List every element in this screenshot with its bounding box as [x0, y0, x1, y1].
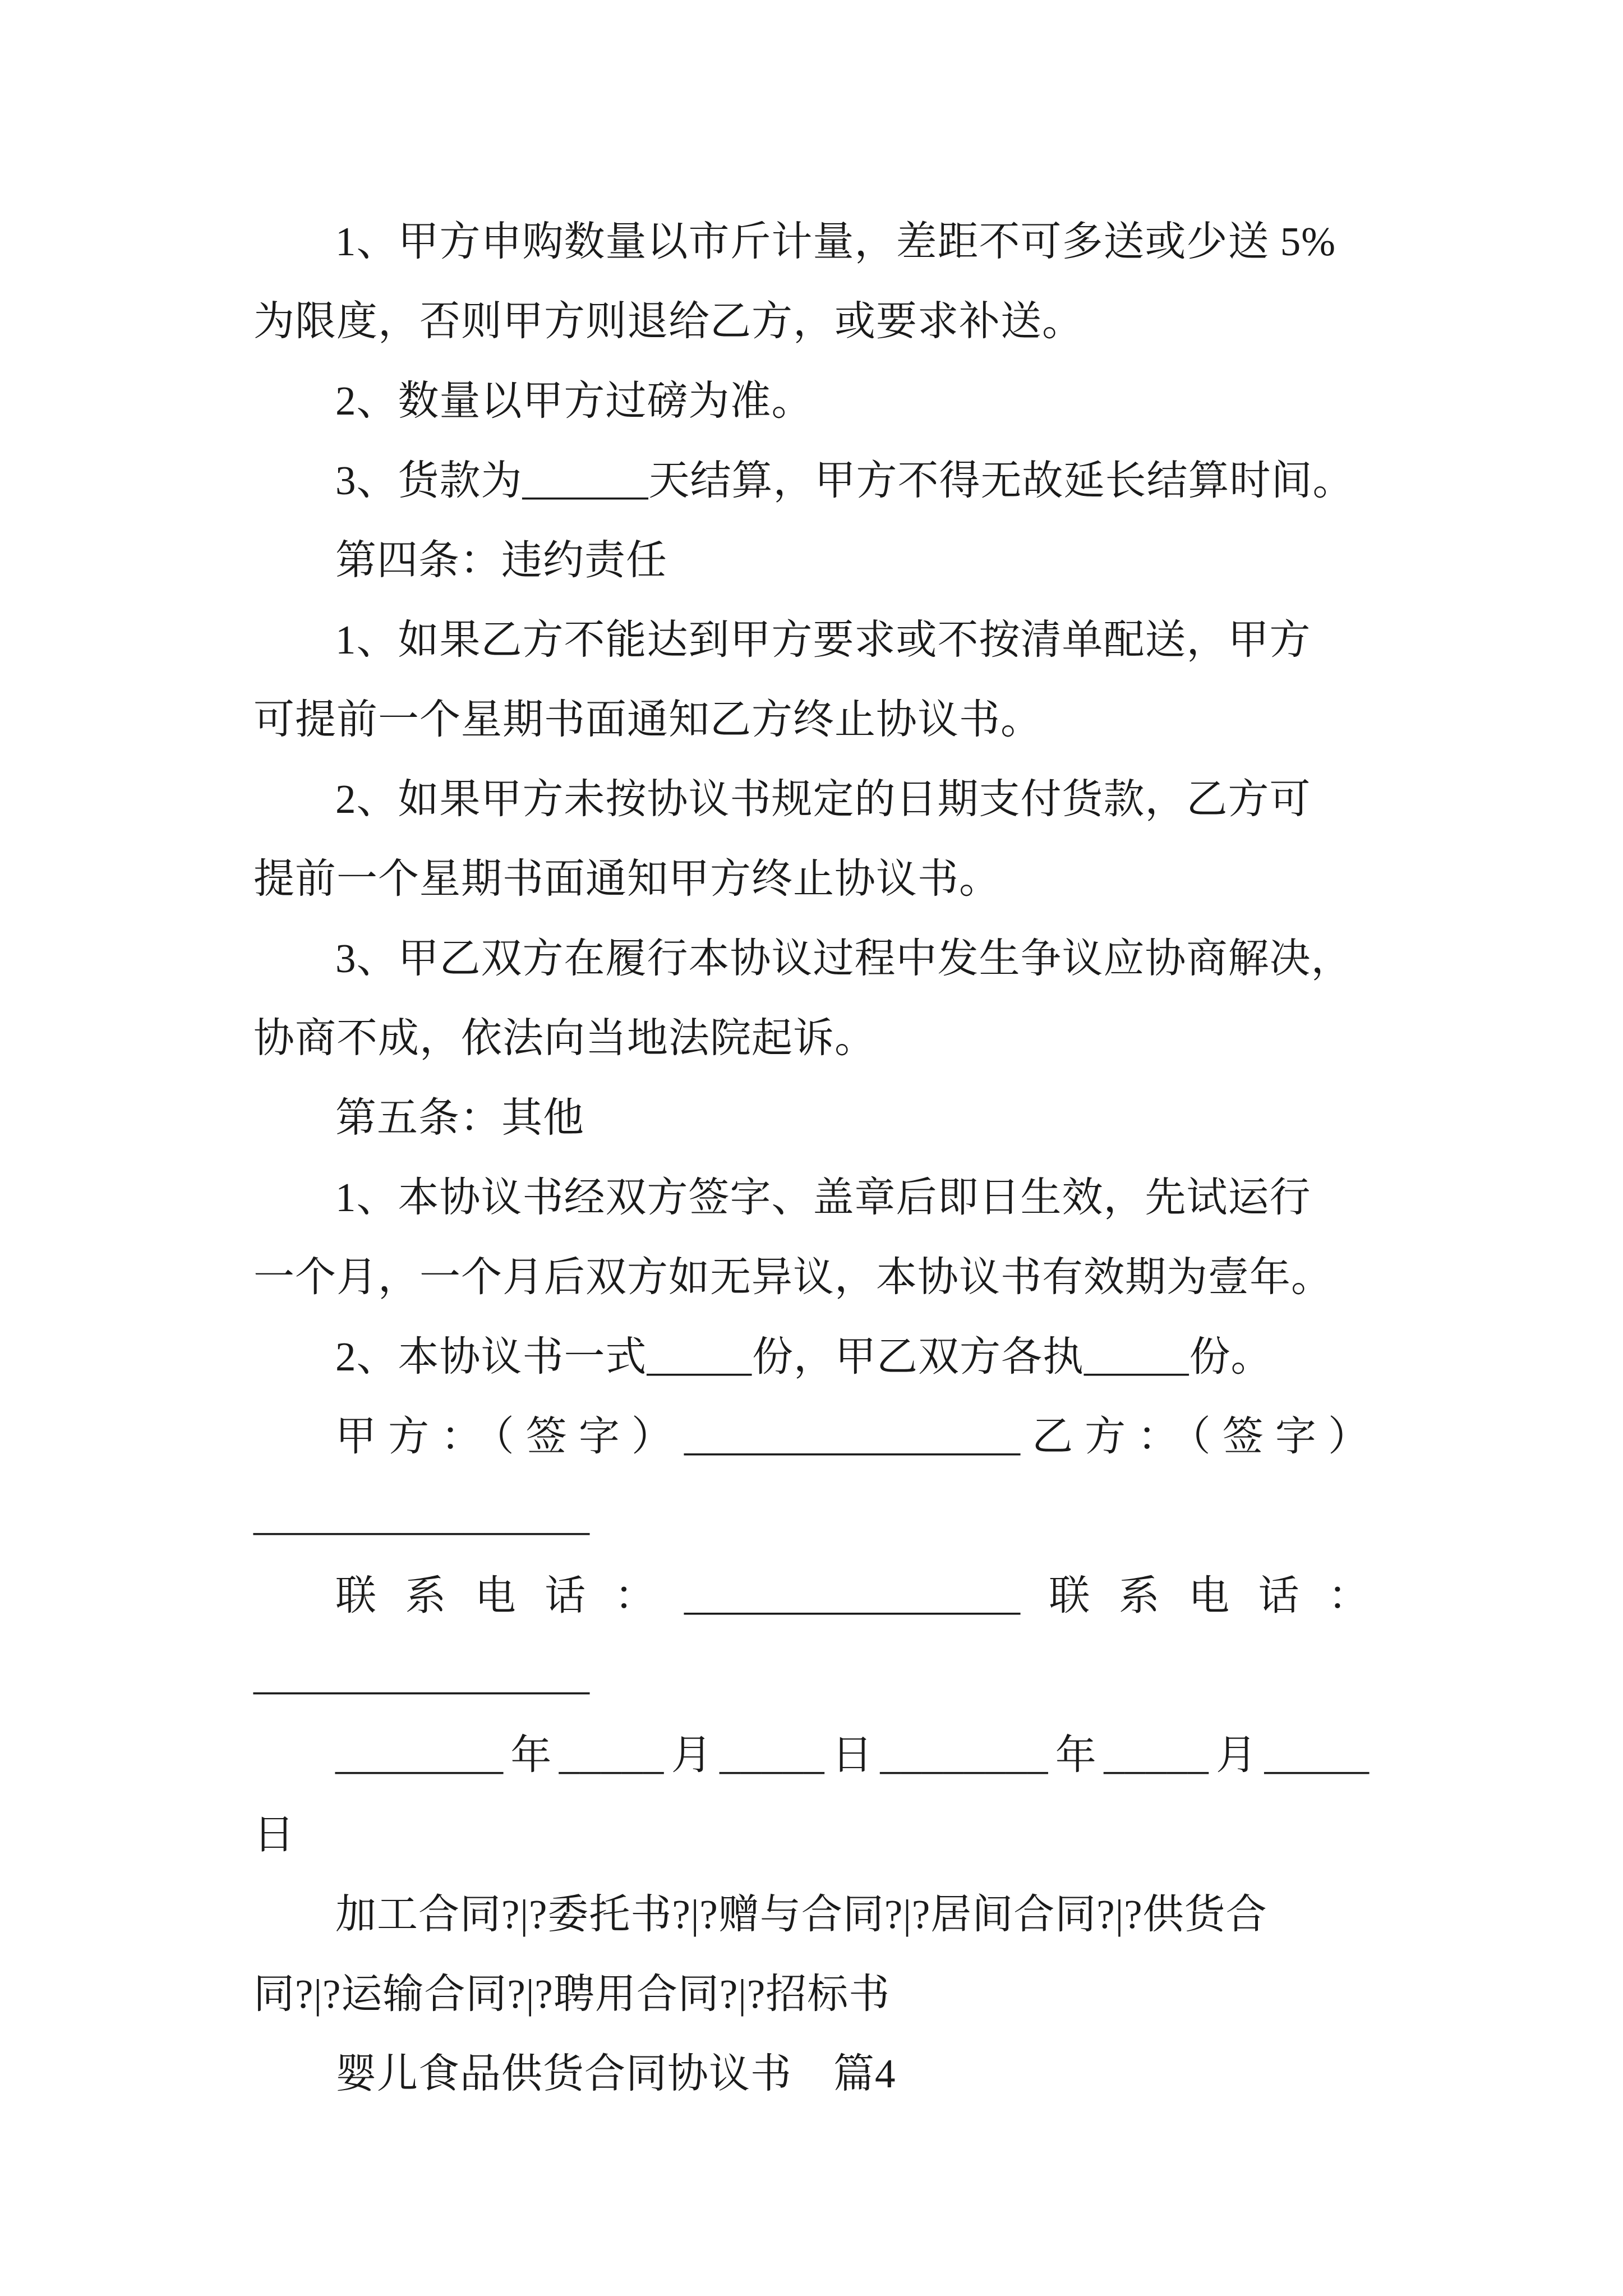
date-wrap-line: 日 [253, 1812, 295, 1857]
clause-item-payment: 3、货款为______天结算，甲方不得无故延长结算时间。 [335, 458, 1354, 503]
clause-4-item-2-line-2: 提前一个星期书面通知甲方终止协议书。 [253, 856, 1000, 901]
phone-blank-line: ________________ [253, 1653, 590, 1698]
clause-5-item-2-copies: 2、本协议书一式_____份，甲乙双方各执_____份。 [335, 1334, 1272, 1379]
clause-4-item-3-line-1: 3、甲乙双方在履行本协议过程中发生争议应协商解决， [335, 936, 1353, 981]
contact-phone-line: 联系电话：________________联系电话： [335, 1573, 1370, 1618]
clause-5-item-1-line-1: 1、本协议书经双方签字、盖章后即日生效，先试运行 [335, 1175, 1311, 1220]
clause-item-quantity-line-1: 1、甲方申购数量以市斤计量，差距不可多送或少送 5% [335, 219, 1336, 264]
clause-4-item-1-line-2: 可提前一个星期书面通知乙方终止协议书。 [253, 697, 1042, 742]
related-links-line-1: 加工合同?|?委托书?|?赠与合同?|?居间合同?|?供货合 [335, 1892, 1267, 1937]
next-article-title: 婴儿食品供货合同协议书 篇4 [335, 2051, 896, 2096]
clause-4-item-3-line-2: 协商不成，依法向当地法院起诉。 [253, 1015, 876, 1061]
clause-4-heading: 第四条：违约责任 [335, 537, 667, 583]
signature-line: 甲方：（签字）________________乙方：（签字） [335, 1414, 1370, 1459]
clause-5-item-1-line-2: 一个月，一个月后双方如无异议，本协议书有效期为壹年。 [253, 1254, 1332, 1300]
clause-4-item-2-line-1: 2、如果甲方未按协议书规定的日期支付货款，乙方可 [335, 776, 1311, 822]
date-line: ________年_____月_____日________年_____月_____ [335, 1732, 1370, 1778]
clause-item-quantity-line-2: 为限度，否则甲方则退给乙方，或要求补送。 [253, 298, 1083, 344]
clause-5-heading: 第五条：其他 [335, 1095, 584, 1140]
signature-blank-line: ________________ [253, 1493, 590, 1539]
clause-item-weighing: 2、数量以甲方过磅为准。 [335, 378, 813, 424]
related-links-line-2: 同?|?运输合同?|?聘用合同?|?招标书 [253, 1971, 891, 2017]
clause-4-item-1-line-1: 1、如果乙方不能达到甲方要求或不按清单配送，甲方 [335, 617, 1311, 662]
